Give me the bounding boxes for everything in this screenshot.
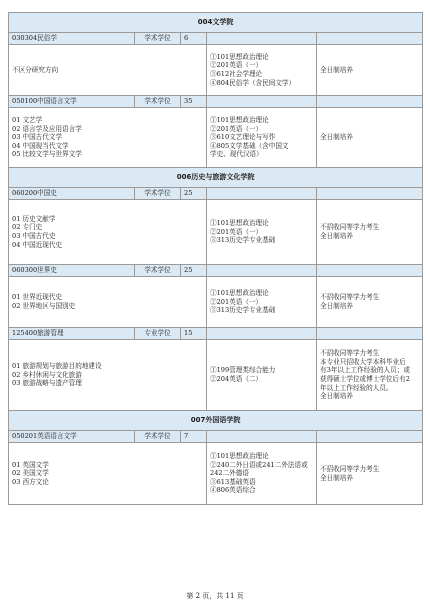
text-line: 02 乡村休闲与文化旅游 — [12, 370, 82, 379]
text-line: ③313历史学专业基础 — [210, 306, 276, 315]
text-line: 年以上工作经验的人员。 — [320, 383, 393, 392]
study-mode: 全日制培养 — [320, 302, 353, 310]
text-line: ④805文学基础（含中国文 — [210, 141, 289, 150]
major-code-name: 125400旅游管理 — [9, 328, 135, 340]
study-mode: 全日制培养 — [320, 392, 353, 401]
text-line: 03 中国古代史 — [12, 232, 56, 240]
text-line: ①101思想政治理论 — [210, 289, 269, 298]
college-name: 007外国语学院 — [9, 411, 423, 431]
empty-cell — [207, 33, 317, 45]
text-line: ②201英语（一） — [210, 227, 263, 236]
empty-cell — [317, 265, 423, 277]
text-line: 03 中国古代文学 — [12, 133, 63, 142]
major-header-row — [9, 96, 423, 108]
text-line: 01 英国文学 — [12, 460, 49, 469]
text-line: ④804民俗学（含民间文学） — [210, 78, 296, 87]
text-line: 03 旅游战略与遗产管理 — [12, 379, 82, 388]
study-mode: 全日制培养 — [320, 232, 353, 240]
degree-type: 学术学位 — [135, 265, 181, 277]
major-header-row — [9, 33, 423, 45]
remarks — [317, 277, 423, 328]
degree-type: 学术学位 — [135, 188, 181, 200]
text-line: 本专业只招收大学本科毕业后 — [320, 357, 406, 366]
exam-subjects — [207, 443, 317, 505]
major-code-name: 060200中国史 — [9, 188, 135, 200]
empty-cell — [207, 431, 317, 443]
text-line: 242二外德语 — [210, 469, 249, 478]
admissions-table-body — [9, 13, 423, 505]
text-line: 02 专门史 — [12, 223, 43, 232]
college-header-row — [9, 411, 423, 431]
text-line: ③613基础英语 — [210, 477, 256, 486]
text-line: ①101思想政治理论 — [210, 116, 269, 125]
college-header-row — [9, 13, 423, 33]
research-directions — [9, 45, 207, 96]
enrollment-count: 25 — [181, 188, 207, 200]
text-line: ③313历史学专业基础 — [210, 236, 276, 245]
major-code-name: 060300世界史 — [9, 265, 135, 277]
text-line: 不招收同等学力考生 — [320, 464, 380, 473]
research-directions — [9, 443, 207, 505]
text-line: 01 世界近现代史 — [12, 293, 63, 302]
college-name: 006历史与旅游文化学院 — [9, 168, 423, 188]
text-line: ②204英语（二） — [210, 375, 263, 383]
exam-subjects — [207, 340, 317, 411]
exam-subjects — [207, 200, 317, 265]
major-code-name: 050201英语语言文学 — [9, 431, 135, 443]
text-line: 01 旅游规划与旅游目的地建设 — [12, 362, 102, 371]
text-line: 04 中国现当代文学 — [12, 141, 69, 150]
major-detail-row — [9, 340, 423, 411]
text-line: 02 语言学及应用语言学 — [12, 124, 82, 133]
enrollment-count: 35 — [181, 96, 207, 108]
study-mode: 全日制培养 — [320, 65, 353, 74]
enrollment-count: 25 — [181, 265, 207, 277]
college-name: 004文学院 — [9, 13, 423, 33]
remarks — [317, 443, 423, 505]
degree-type: 学术学位 — [135, 431, 181, 443]
empty-cell — [317, 188, 423, 200]
text-line: 不招收同等学力考生 — [320, 349, 380, 358]
exam-subjects — [207, 277, 317, 328]
empty-cell — [317, 328, 423, 340]
major-header-row — [9, 328, 423, 340]
research-directions — [9, 108, 207, 168]
text-line: 02 世界地区与国别史 — [12, 302, 76, 310]
text-line: ①199管理类综合能力 — [210, 366, 276, 375]
text-line: ③612社会学理论 — [210, 70, 263, 78]
text-line: 05 比较文学与世界文学 — [12, 150, 82, 159]
text-line: ②201英语（一） — [210, 61, 263, 70]
major-code-name: 050100中国语言文学 — [9, 96, 135, 108]
remarks — [317, 108, 423, 168]
text-line: 不招收同等学力考生 — [320, 293, 380, 302]
text-line: ②240二外日语或241二外法语或 — [210, 460, 308, 469]
text-line: ②201英语（一） — [210, 297, 263, 306]
text-line: ③610文艺理论与写作 — [210, 133, 276, 142]
enrollment-count: 7 — [181, 431, 207, 443]
degree-type: 学术学位 — [135, 33, 181, 45]
degree-type: 学术学位 — [135, 96, 181, 108]
page-number-footer: 第 2 页，共 11 页 — [186, 592, 244, 600]
major-detail-row — [9, 200, 423, 265]
empty-cell — [207, 265, 317, 277]
empty-cell — [317, 431, 423, 443]
empty-cell — [207, 328, 317, 340]
major-header-row — [9, 431, 423, 443]
remarks — [317, 45, 423, 96]
degree-type: 专业学位 — [135, 328, 181, 340]
research-directions — [9, 200, 207, 265]
research-directions — [9, 340, 207, 411]
text-line: 01 文艺学 — [12, 116, 43, 125]
text-line: ①101思想政治理论 — [210, 52, 269, 61]
remarks — [317, 200, 423, 265]
text-line: 有3年以上工作经验的人员；或 — [320, 366, 410, 375]
enrollment-count: 15 — [181, 328, 207, 340]
admissions-table — [8, 12, 423, 505]
empty-cell — [317, 33, 423, 45]
study-mode: 全日制培养 — [320, 473, 353, 482]
major-header-row — [9, 188, 423, 200]
text-line: 03 西方文论 — [12, 477, 49, 486]
text-line: 不招收同等学力考生 — [320, 223, 380, 232]
major-detail-row — [9, 45, 423, 96]
major-detail-row — [9, 108, 423, 168]
study-mode: 全日制培养 — [320, 133, 353, 142]
text-line: 学史、现代汉语） — [210, 150, 263, 159]
text-line: 获得硕士学位或博士学位后有2 — [320, 375, 410, 383]
exam-subjects — [207, 45, 317, 96]
text-line: ①101思想政治理论 — [210, 219, 269, 228]
major-detail-row — [9, 277, 423, 328]
text-line: 01 历史文献学 — [12, 214, 56, 223]
college-header-row — [9, 168, 423, 188]
text-line: ②201英语（一） — [210, 124, 263, 133]
text-line: 不区分研究方向 — [12, 65, 59, 74]
major-detail-row — [9, 443, 423, 505]
research-directions — [9, 277, 207, 328]
text-line: 02 美国文学 — [12, 469, 49, 478]
enrollment-count: 6 — [181, 33, 207, 45]
major-code-name: 030304民俗学 — [9, 33, 135, 45]
remarks — [317, 340, 423, 411]
text-line: 04 中国近现代史 — [12, 240, 63, 249]
exam-subjects — [207, 108, 317, 168]
empty-cell — [207, 188, 317, 200]
empty-cell — [317, 96, 423, 108]
text-line: ①101思想政治理论 — [210, 452, 269, 461]
text-line: ④806英语综合 — [210, 486, 256, 495]
empty-cell — [207, 96, 317, 108]
major-header-row — [9, 265, 423, 277]
